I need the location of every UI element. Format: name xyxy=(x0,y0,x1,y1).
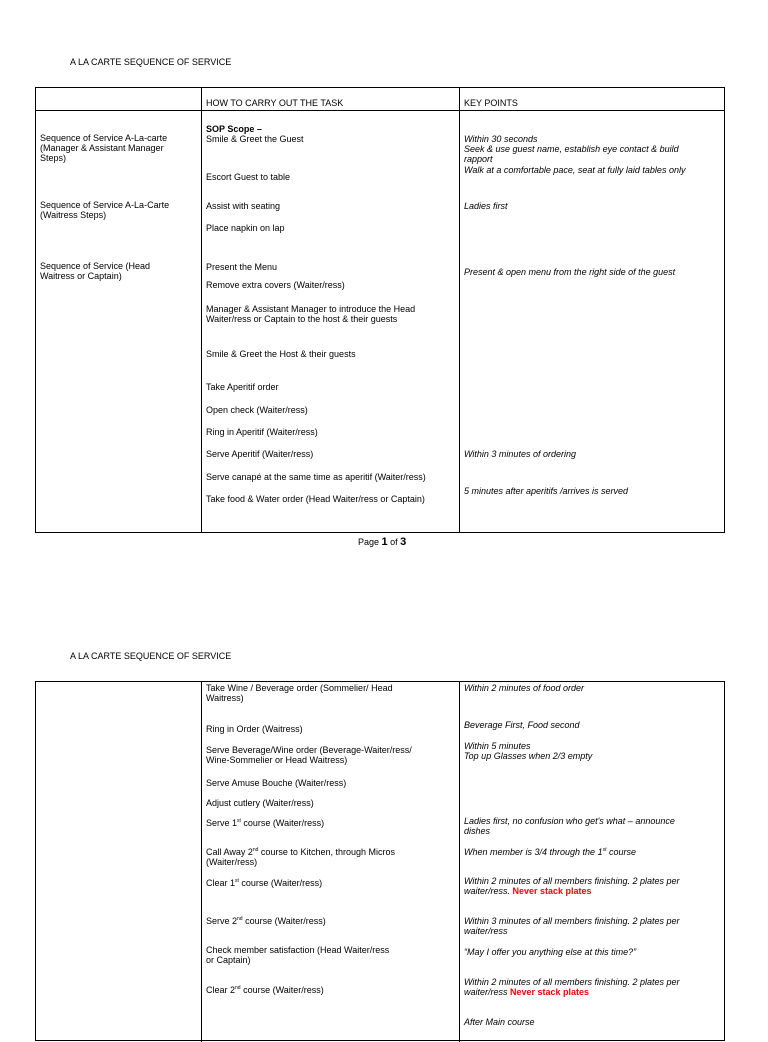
task-item: Smile & Greet the Guest xyxy=(206,134,304,144)
task-item: Serve canapé at the same time as aperitif (Waiter/ress) xyxy=(206,472,426,482)
task-item: Ring in Aperitif (Waiter/ress) xyxy=(206,427,318,437)
task-item: Serve 1st course (Waiter/ress) xyxy=(206,818,325,828)
key-point: “May I offer you anything else at this time?” xyxy=(464,947,637,957)
task-item: Serve Beverage/Wine order (Beverage-Waiter/ress/ Wine-Sommelier or Head Waitress) xyxy=(206,745,412,765)
page-current: 1 xyxy=(381,536,388,548)
task-item: Adjust cutlery (Waiter/ress) xyxy=(206,798,314,808)
table-header-divider xyxy=(36,110,724,111)
column-divider xyxy=(201,88,202,532)
key-point: Within 30 seconds Seek & use guest name, establish eye contact & build rapport Walk at a comfortable pace, seat at fully laid tables only xyxy=(464,134,686,175)
task-item: Serve Aperitif (Waiter/ress) xyxy=(206,449,314,459)
section-label-manager: Sequence of Service A-La-carte (Manager & Assistant Manager Steps) xyxy=(40,133,168,163)
task-item: Place napkin on lap xyxy=(206,223,285,233)
task-item: Call Away 2nd course to Kitchen, through Micros (Waiter/ress) xyxy=(206,847,395,867)
task-item: Clear 2nd course (Waiter/ress) xyxy=(206,985,324,995)
warning-text: Never stack plates xyxy=(510,987,590,997)
header-how-to-carry-out: HOW TO CARRY OUT THE TASK xyxy=(206,98,344,108)
key-point: 5 minutes after aperitifs /arrives is served xyxy=(464,486,629,496)
task-item: Take food & Water order (Head Waiter/ress or Captain) xyxy=(206,494,425,504)
column-divider xyxy=(201,682,202,1042)
column-divider xyxy=(459,88,460,532)
task-item: Assist with seating xyxy=(206,201,281,211)
task-item: Take Aperitif order xyxy=(206,382,279,392)
task-item: Take Wine / Beverage order (Sommelier/ Head Waitress) xyxy=(206,683,393,703)
key-point: Within 2 minutes of all members finishing. 2 plates per waiter/ress Never stack plates xyxy=(464,977,680,997)
page-1-title: A LA CARTE SEQUENCE OF SERVICE xyxy=(70,57,232,67)
key-point: Within 2 minutes of food order xyxy=(464,683,584,693)
task-item: Check member satisfaction (Head Waiter/ress or Captain) xyxy=(206,945,390,965)
sop-scope-heading: SOP Scope – xyxy=(206,124,262,134)
key-point: Present & open menu from the right side of the guest xyxy=(464,267,676,277)
column-divider xyxy=(459,682,460,1042)
key-point: Within 3 minutes of all members finishing. 2 plates per waiter/ress xyxy=(464,916,680,936)
task-item: Serve Amuse Bouche (Waiter/ress) xyxy=(206,778,347,788)
task-item: Clear 1st course (Waiter/ress) xyxy=(206,878,323,888)
warning-text: Never stack plates xyxy=(512,886,592,896)
key-point: After Main course xyxy=(464,1017,535,1027)
task-item: Manager & Assistant Manager to introduce the Head Waiter/ress or Captain to the host & their guests xyxy=(206,304,416,324)
key-point: Beverage First, Food second xyxy=(464,720,580,730)
key-point: When member is 3/4 through the 1st course xyxy=(464,847,636,857)
page-footer: Page 1 of 3 xyxy=(358,536,407,548)
key-point: Within 5 minutes Top up Glasses when 2/3 empty xyxy=(464,741,593,761)
task-item: Open check (Waiter/ress) xyxy=(206,405,308,415)
task-item: Remove extra covers (Waiter/ress) xyxy=(206,280,345,290)
page-2-title: A LA CARTE SEQUENCE OF SERVICE xyxy=(70,651,232,661)
section-label-head-waitress: Sequence of Service (Head Waitress or Captain) xyxy=(40,261,151,281)
header-key-points: KEY POINTS xyxy=(464,98,518,108)
task-item: Ring in Order (Waitress) xyxy=(206,724,303,734)
task-item: Escort Guest to table xyxy=(206,172,291,182)
key-point: Within 2 minutes of all members finishing. 2 plates per waiter/ress. Never stack plates xyxy=(464,876,680,896)
page-total: 3 xyxy=(400,536,407,548)
key-point: Ladies first, no confusion who get's what – announce dishes xyxy=(464,816,675,836)
task-item: Serve 2nd course (Waiter/ress) xyxy=(206,916,326,926)
key-point: Within 3 minutes of ordering xyxy=(464,449,576,459)
task-item: Smile & Greet the Host & their guests xyxy=(206,349,356,359)
key-point: Ladies first xyxy=(464,201,508,211)
task-item: Present the Menu xyxy=(206,262,278,272)
section-label-waitress: Sequence of Service A-La-Carte (Waitress Steps) xyxy=(40,200,170,220)
